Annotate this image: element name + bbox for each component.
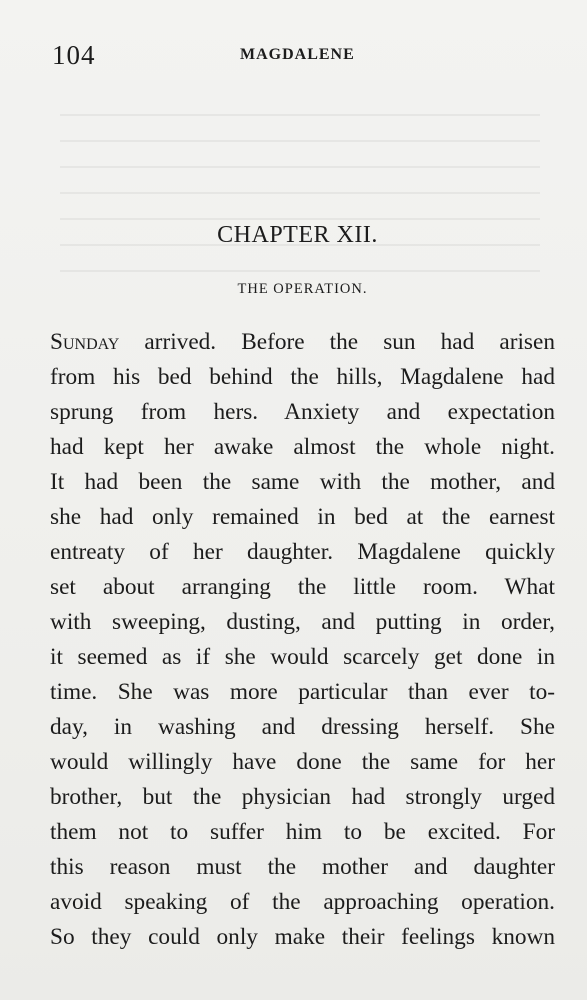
text-line: would willingly have done the same for her [50, 749, 555, 775]
text-line: avoid speaking of the approaching operation. [50, 889, 555, 915]
text-line: brother, but the physician had strongly urged [50, 784, 555, 810]
text-line: set about arranging the little room. What [50, 574, 555, 600]
body-text [50, 325, 555, 955]
text-line: from his bed behind the hills, Magdalene had [50, 364, 555, 390]
show-through-shadow [60, 90, 540, 290]
text-line: entreaty of her daughter. Magdalene quickly [50, 539, 555, 565]
text-line: time. She was more particular than ever to- [50, 679, 555, 705]
page-number: 104 [52, 40, 96, 70]
chapter-subtitle: THE OPERATION. [237, 281, 368, 297]
text-line: she had only remained in bed at the earnest [50, 504, 555, 530]
text-line [50, 325, 555, 360]
chapter-title: CHAPTER XII. [217, 222, 378, 248]
text-line: with sweeping, dusting, and putting in order, [50, 609, 555, 635]
drop-word: Sunday [50, 329, 120, 355]
running-head: MAGDALENE [240, 46, 355, 63]
text-line: them not to suffer him to be excited. For [50, 819, 555, 845]
text-line: So they could only make their feelings known [50, 924, 555, 950]
text-line: day, in washing and dressing herself. She [50, 714, 555, 740]
text-line: sprung from hers. Anxiety and expectation [50, 399, 555, 425]
text-line: had kept her awake almost the whole night. [50, 434, 555, 460]
page-header [48, 40, 547, 70]
text-line: this reason must the mother and daughter [50, 854, 555, 880]
text-line: it seemed as if she would scarcely get done in [50, 644, 555, 670]
text-line: It had been the same with the mother, and [50, 469, 555, 495]
text-line-rest: arrived. Before the sun had arisen [119, 329, 555, 355]
